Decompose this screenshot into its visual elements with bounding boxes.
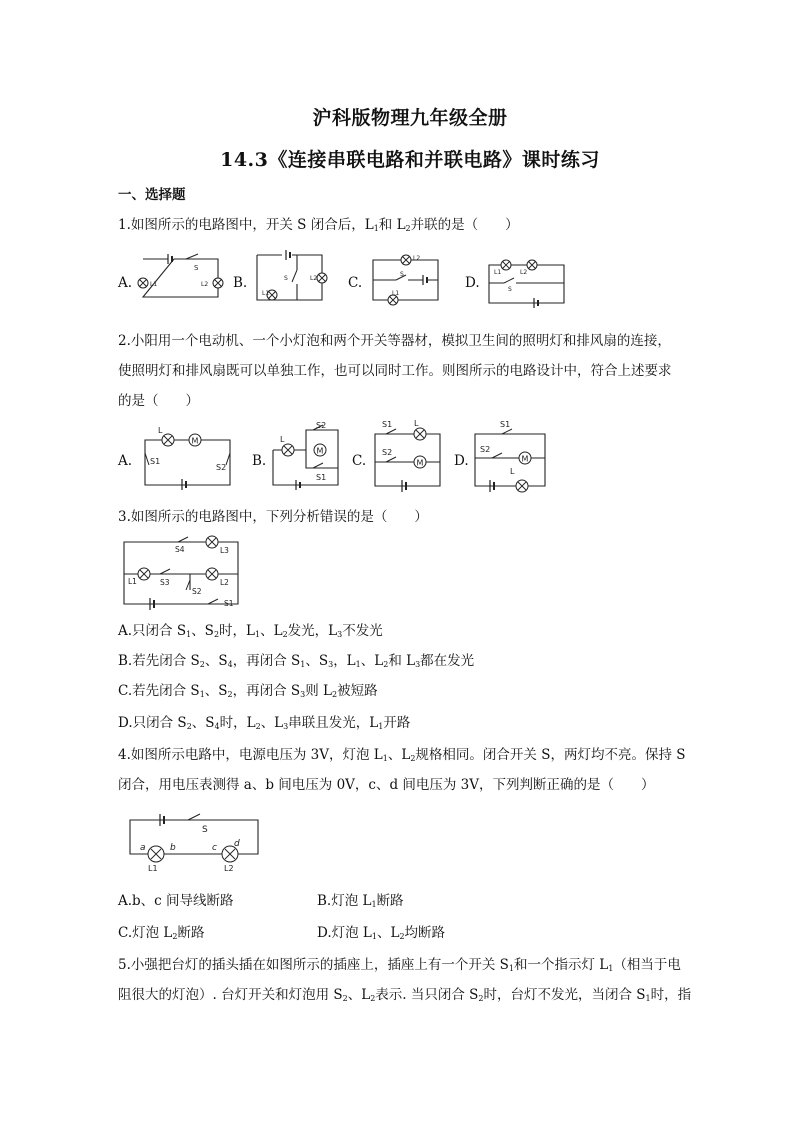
svg-text:L1: L1	[392, 290, 400, 297]
svg-text:M: M	[316, 446, 324, 456]
q1-option-c-label: C.	[348, 275, 363, 291]
svg-text:S: S	[508, 286, 512, 293]
svg-text:a: a	[140, 843, 146, 853]
svg-text:L1: L1	[128, 577, 137, 586]
svg-text:L2: L2	[220, 578, 229, 587]
svg-text:L2: L2	[201, 281, 209, 288]
q2-option-d-label: D.	[454, 453, 469, 469]
q1-circuit-d	[484, 253, 569, 308]
question-1-stem: 1.如图所示的电路图中，开关 S 闭合后，$L_1$和 $L_2$并联的是（ ）	[118, 217, 519, 233]
question-5-line-1: 5.小强把台灯的插头插在如图所示的插座上，插座上有一个开关 $S_1$和一个指示灯 $L_1$（相当于电	[118, 957, 681, 973]
svg-text:S1: S1	[500, 420, 511, 429]
q1-circuit-c	[368, 250, 443, 305]
q2-circuit-c	[370, 419, 450, 492]
svg-text:S1: S1	[382, 420, 393, 429]
svg-text:L: L	[510, 467, 515, 476]
question-3-stem: 3.如图所示的电路图中，下列分析错误的是（ ）	[118, 509, 428, 525]
q3-option-c: C.若先闭合 $S_1$、$S_2$，再闭合 $S_3$则 $L_2$被短路	[118, 683, 378, 699]
q1-option-d-label: D.	[465, 275, 480, 291]
svg-text:S1: S1	[224, 599, 234, 608]
page-title: 沪科版物理九年级全册	[312, 107, 508, 129]
question-2-line-1: 2.小阳用一个电动机、一个小灯泡和两个开关等器材，模拟卫生间的照明灯和排风扇的连接，	[118, 333, 671, 349]
q1-option-b-label: B.	[233, 275, 248, 291]
q4-option-a: A.b、c 间导线断路	[118, 893, 234, 909]
q4-option-d: D.灯泡 $L_1$、$L_2$均断路	[317, 925, 446, 941]
q3-option-d: D.只闭合 $S_2$、$S_4$时，$L_2$、$L_3$串联且发光，$L_1$开路	[118, 715, 411, 731]
question-2-line-3: 的是（ ）	[118, 393, 199, 409]
page-subtitle: 14.3《连接串联电路和并联电路》课时练习	[220, 149, 600, 171]
svg-text:S2: S2	[316, 421, 327, 430]
q2-circuit-a	[140, 425, 235, 490]
q2-option-c-label: C.	[352, 453, 367, 469]
q2-option-a-label: A.	[118, 453, 133, 469]
question-4-line-2: 闭合，用电压表测得 a、b 间电压为 0V，c、d 间电压为 3V，下列判断正确的是（ ）	[118, 777, 655, 793]
q2-option-b-label: B.	[252, 453, 267, 469]
svg-text:S1: S1	[150, 457, 161, 466]
svg-text:S: S	[400, 271, 404, 278]
svg-text:M: M	[521, 454, 529, 464]
svg-text:L2: L2	[310, 275, 318, 282]
svg-text:S3: S3	[160, 578, 170, 587]
svg-text:S1: S1	[316, 473, 327, 482]
svg-text:S2: S2	[216, 463, 227, 472]
q3-option-a: A.只闭合 $S_1$、$S_2$时，$L_1$、$L_2$发光，$L_3$不发光	[118, 623, 383, 639]
svg-text:b: b	[170, 843, 176, 853]
svg-text:L1: L1	[148, 864, 158, 873]
question-2-line-2: 使照明灯和排风扇既可以单独工作，也可以同时工作。则图所示的电路设计中，符合上述要求	[118, 363, 672, 379]
svg-text:L1: L1	[262, 290, 270, 297]
q2-circuit-d	[470, 422, 550, 492]
svg-text:L: L	[280, 435, 285, 444]
q2-circuit-b	[268, 420, 348, 490]
q3-option-b: B.若先闭合 $S_2$、$S_4$，再闭合 $S_1$、$S_3$，$L_1$、$L_2$和 $L_3$都在发光	[118, 653, 475, 669]
svg-text:L2: L2	[413, 255, 421, 262]
svg-text:L3: L3	[220, 546, 229, 555]
q4-circuit	[126, 812, 266, 874]
svg-text:S4: S4	[175, 545, 185, 554]
svg-text:L: L	[414, 419, 419, 428]
q1-circuit-b	[252, 250, 327, 305]
svg-text:S: S	[202, 825, 208, 835]
svg-text:S2: S2	[192, 587, 202, 596]
question-5-line-2: 阻很大的灯泡）. 台灯开关和灯泡用 $S_2$、$L_2$表示. 当只闭合 $S_2$时，台灯不发光，当闭合 $S_1$时，指	[118, 987, 692, 1003]
svg-text:S: S	[284, 275, 288, 282]
q3-circuit	[120, 532, 240, 610]
question-4-line-1: 4.如图所示电路中，电源电压为 3V，灯泡 $L_1$、$L_2$规格相同。闭合开关 S，两灯均不亮。保持 S	[118, 747, 686, 763]
svg-text:S2: S2	[480, 445, 491, 454]
q4-option-b: B.灯泡 $L_1$断路	[317, 893, 404, 909]
svg-text:d: d	[234, 839, 240, 849]
svg-text:M: M	[191, 436, 199, 446]
svg-text:c: c	[212, 843, 217, 853]
svg-text:S: S	[194, 264, 199, 272]
svg-text:L: L	[158, 426, 163, 435]
svg-text:L1: L1	[494, 269, 502, 276]
q1-circuit-a	[138, 253, 228, 303]
svg-text:L1: L1	[150, 281, 158, 288]
svg-text:S2: S2	[382, 448, 393, 457]
section-heading: 一、选择题	[118, 187, 186, 203]
q4-option-c: C.灯泡 $L_2$断路	[118, 925, 205, 941]
svg-text:M: M	[416, 458, 424, 468]
q1-option-a-label: A.	[118, 275, 133, 291]
svg-text:L2: L2	[520, 269, 528, 276]
svg-text:L2: L2	[224, 864, 234, 873]
